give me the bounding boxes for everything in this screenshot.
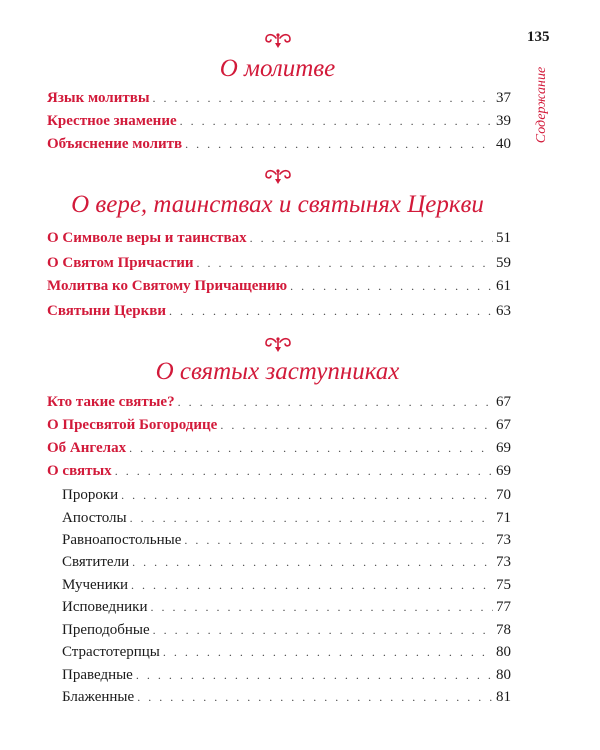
toc-entry[interactable]	[47, 134, 511, 154]
toc-entry-page: 67	[496, 394, 511, 410]
toc-entry-page: 63	[496, 303, 511, 319]
toc-subentry-label: Святители	[62, 554, 130, 570]
toc-subentry-page: 71	[496, 510, 511, 526]
toc-entry-label: О Святом Причастии	[47, 255, 194, 271]
dot-leader	[115, 461, 493, 481]
toc-entry-page: 67	[496, 417, 511, 433]
section-title-saints: О святых заступниках	[155, 358, 400, 385]
toc-entry-page: 51	[496, 230, 511, 246]
toc-subentry[interactable]	[62, 552, 511, 572]
dot-leader	[121, 485, 493, 505]
dot-leader	[180, 111, 493, 131]
toc-subentry-page: 80	[496, 667, 511, 683]
dot-leader	[150, 597, 493, 617]
fleuron-ornament-icon	[263, 168, 293, 186]
toc-subentry-label: Блаженные	[62, 689, 135, 705]
dot-leader	[290, 276, 493, 296]
toc-subentry-label: Преподобные	[62, 622, 150, 638]
toc-entry[interactable]	[47, 438, 511, 458]
toc-entry[interactable]	[47, 392, 511, 412]
dot-leader	[250, 228, 493, 248]
toc-entry-page: 59	[496, 255, 511, 271]
toc-subentry-page: 78	[496, 622, 511, 638]
toc-entry-label: Об Ангелах	[47, 440, 127, 456]
toc-entry-page: 69	[496, 463, 511, 479]
toc-entry[interactable]	[47, 111, 511, 131]
toc-entry-label: О Символе веры и таинствах	[47, 230, 247, 246]
dot-leader	[184, 530, 493, 550]
side-section-label: Содержание	[534, 66, 549, 144]
dot-leader	[220, 415, 493, 435]
toc-subentry-page: 75	[496, 577, 511, 593]
toc-subentry-label: Мученики	[62, 577, 129, 593]
toc-subentry-label: Апостолы	[62, 510, 127, 526]
toc-entry-page: 39	[496, 113, 511, 129]
fleuron-ornament-icon	[263, 32, 293, 50]
toc-entry[interactable]	[47, 301, 511, 321]
toc-entry-label: О святых	[47, 463, 112, 479]
toc-entry[interactable]	[47, 276, 511, 296]
toc-subentry[interactable]	[62, 597, 511, 617]
toc-entry[interactable]	[47, 461, 511, 481]
toc-subentry[interactable]	[62, 620, 511, 640]
toc-subentry[interactable]	[62, 642, 511, 662]
toc-subentry[interactable]	[62, 575, 511, 595]
dot-leader	[132, 552, 493, 572]
toc-subentry[interactable]	[62, 530, 511, 550]
page-number: 135	[527, 29, 550, 45]
dot-leader	[169, 301, 493, 321]
dot-leader	[130, 508, 493, 528]
toc-entry-page: 69	[496, 440, 511, 456]
toc-entry-label: Язык молитвы	[47, 90, 150, 106]
toc-entry-page: 40	[496, 136, 511, 152]
toc-subentry-label: Праведные	[62, 667, 133, 683]
dot-leader	[136, 665, 493, 685]
toc-subentry-page: 73	[496, 532, 511, 548]
toc-subentry-label: Равноапостольные	[62, 532, 182, 548]
dot-leader	[163, 642, 493, 662]
fleuron-ornament-icon	[263, 336, 293, 354]
dot-leader	[197, 253, 493, 273]
dot-leader	[153, 620, 493, 640]
toc-subentry-label: Пророки	[62, 487, 119, 503]
toc-entry-label: Святыни Церкви	[47, 303, 167, 319]
toc-subentry-label: Исповедники	[62, 599, 148, 615]
toc-entry[interactable]	[47, 253, 511, 273]
dot-leader	[185, 134, 493, 154]
dot-leader	[129, 438, 493, 458]
dot-leader	[178, 392, 493, 412]
dot-leader	[131, 575, 493, 595]
toc-entry-label: Молитва ко Святому Причащению	[47, 278, 288, 294]
toc-subentry-page: 80	[496, 644, 511, 660]
toc-subentry[interactable]	[62, 665, 511, 685]
toc-entry-page: 37	[496, 90, 511, 106]
toc-entry[interactable]	[47, 415, 511, 435]
toc-subentry[interactable]	[62, 508, 511, 528]
dot-leader	[137, 687, 493, 707]
section-title-faith: О вере, таинствах и святынях Церкви	[71, 191, 484, 218]
toc-entry-label: О Пресвятой Богородице	[47, 417, 218, 433]
toc-entry-label: Объяснение молитв	[47, 136, 183, 152]
toc-subentry[interactable]	[62, 485, 511, 505]
toc-subentry-page: 77	[496, 599, 511, 615]
toc-subentry-page: 73	[496, 554, 511, 570]
section-title-prayer: О молитве	[219, 55, 336, 82]
toc-entry-page: 61	[496, 278, 511, 294]
toc-entry-label: Крестное знамение	[47, 113, 177, 129]
toc-subentry-label: Страстотерпцы	[62, 644, 160, 660]
toc-subentry-page: 70	[496, 487, 511, 503]
toc-entry-label: Кто такие святые?	[47, 394, 175, 410]
dot-leader	[153, 88, 493, 108]
toc-subentry[interactable]	[62, 687, 511, 707]
toc-entry[interactable]	[47, 88, 511, 108]
toc-entry[interactable]	[47, 228, 511, 248]
toc-subentry-page: 81	[496, 689, 511, 705]
